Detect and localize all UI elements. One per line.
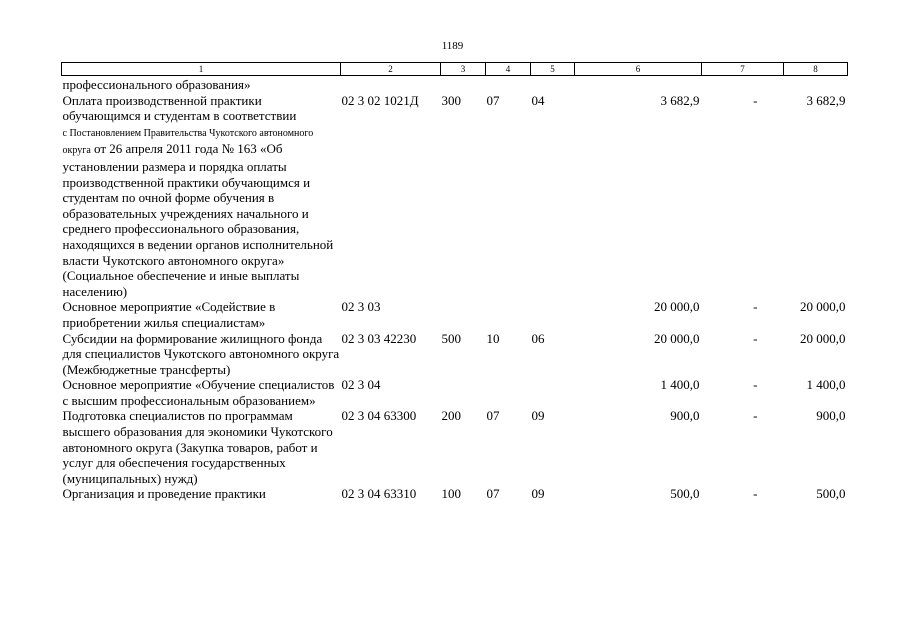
table-row: [62, 331, 848, 378]
row-col6-amount: 20 000,0: [654, 299, 700, 315]
row-name: Организация и проведение практики: [62, 486, 266, 502]
row-col3: [441, 299, 486, 330]
row-col8-amount: 20 000,0: [800, 299, 846, 315]
row-col4: 07: [486, 92, 500, 108]
row-col8-amount: 1 400,0: [806, 377, 846, 393]
table-row: [62, 377, 848, 408]
column-header-7: 7: [702, 63, 784, 76]
row-code: 02 3 04: [341, 377, 381, 393]
row-col3: 100: [441, 486, 461, 502]
row-col4: 07: [486, 486, 500, 502]
row-col8-amount: 20 000,0: [800, 330, 846, 346]
row-name: Подготовка специалистов по программам высшего образования для экономики Чукотского автономного округа (Закупка товаров, работ и услуг для обеспечения государственных (муниципальных) нужд): [62, 408, 333, 486]
budget-table: [61, 62, 848, 502]
row-col4: 10: [486, 330, 500, 346]
column-header-8: 8: [784, 63, 848, 76]
row-col4: 07: [486, 408, 500, 424]
row-name-rest: от 26 апреля 2011 года № 163 «Об установлении размера и порядка оплаты производственной практики обучающимся и студентам по очной форме обучения в образовательных учреждениях начального и среднего профессионального образования, находящихся в ведении органов исполнительной власти Чукотского автономного округа» (Социальное обеспечение и иные выплаты населению): [62, 141, 334, 299]
continuation-row: [62, 76, 848, 93]
row-col8-amount: 3 682,9: [806, 92, 846, 108]
column-header-6: 6: [575, 63, 702, 76]
row-code: 02 3 02 1021Д: [341, 92, 419, 108]
row-col3: 300: [441, 92, 461, 108]
row-code: 02 3 03 42230: [341, 330, 417, 346]
row-col3: [441, 377, 486, 408]
column-header-2: 2: [341, 63, 441, 76]
column-header-3: 3: [441, 63, 486, 76]
column-number-header-row: [62, 63, 848, 76]
row-col6-amount: 3 682,9: [660, 92, 700, 108]
row-col6-amount: 20 000,0: [654, 330, 700, 346]
row-code: 02 3 04 63300: [341, 408, 417, 424]
row-col7-dash: -: [753, 408, 758, 424]
row-col6-amount: 1 400,0: [660, 377, 700, 393]
row-col8-amount: 500,0: [816, 486, 846, 502]
table-row: [62, 93, 848, 300]
row-name: [62, 93, 341, 300]
row-col6-amount: 500,0: [670, 486, 700, 502]
row-col5: [531, 377, 575, 408]
row-code: 02 3 03: [341, 299, 381, 315]
page-number: 1189: [441, 40, 464, 52]
row-code: 02 3 04 63310: [341, 486, 417, 502]
row-col5: [531, 299, 575, 330]
row-col7-dash: -: [753, 330, 758, 346]
row-col3: 200: [441, 408, 461, 424]
row-col4: [486, 377, 531, 408]
table-row: [62, 408, 848, 486]
row-col5: 09: [531, 486, 545, 502]
row-name: Субсидии на формирование жилищного фонда для специалистов Чукотского автономного округа (Межбюджетные трансферты): [62, 330, 340, 377]
row-col6-amount: 900,0: [670, 408, 700, 424]
row-col8-amount: 900,0: [816, 408, 846, 424]
row-col7-dash: -: [753, 299, 758, 315]
row-name: Основное мероприятие «Обучение специалистов с высшим профессиональным образованием»: [62, 377, 335, 408]
row-name-line-2: обучающимся и студентам в соответствии: [62, 108, 297, 124]
row-col4: [486, 299, 531, 330]
row-col3: 500: [441, 330, 461, 346]
row-col5: 09: [531, 408, 545, 424]
column-header-1: 1: [62, 63, 341, 76]
row-col7-dash: -: [753, 486, 758, 502]
continuation-text: профессионального образования»: [62, 77, 251, 92]
row-col5: 04: [531, 92, 545, 108]
row-col7-dash: -: [753, 92, 758, 108]
column-header-5: 5: [531, 63, 575, 76]
column-header-4: 4: [486, 63, 531, 76]
row-name: Основное мероприятие «Содействие в приобретении жилья специалистам»: [62, 299, 276, 330]
row-name-line-1: Оплата производственной практики: [62, 92, 262, 108]
row-col5: 06: [531, 330, 545, 346]
table-row: [62, 299, 848, 330]
table-row: [62, 486, 848, 502]
row-name-small-text: с Постановлением Правительства Чукотского автономного округа: [62, 127, 314, 157]
row-col7-dash: -: [753, 377, 758, 393]
